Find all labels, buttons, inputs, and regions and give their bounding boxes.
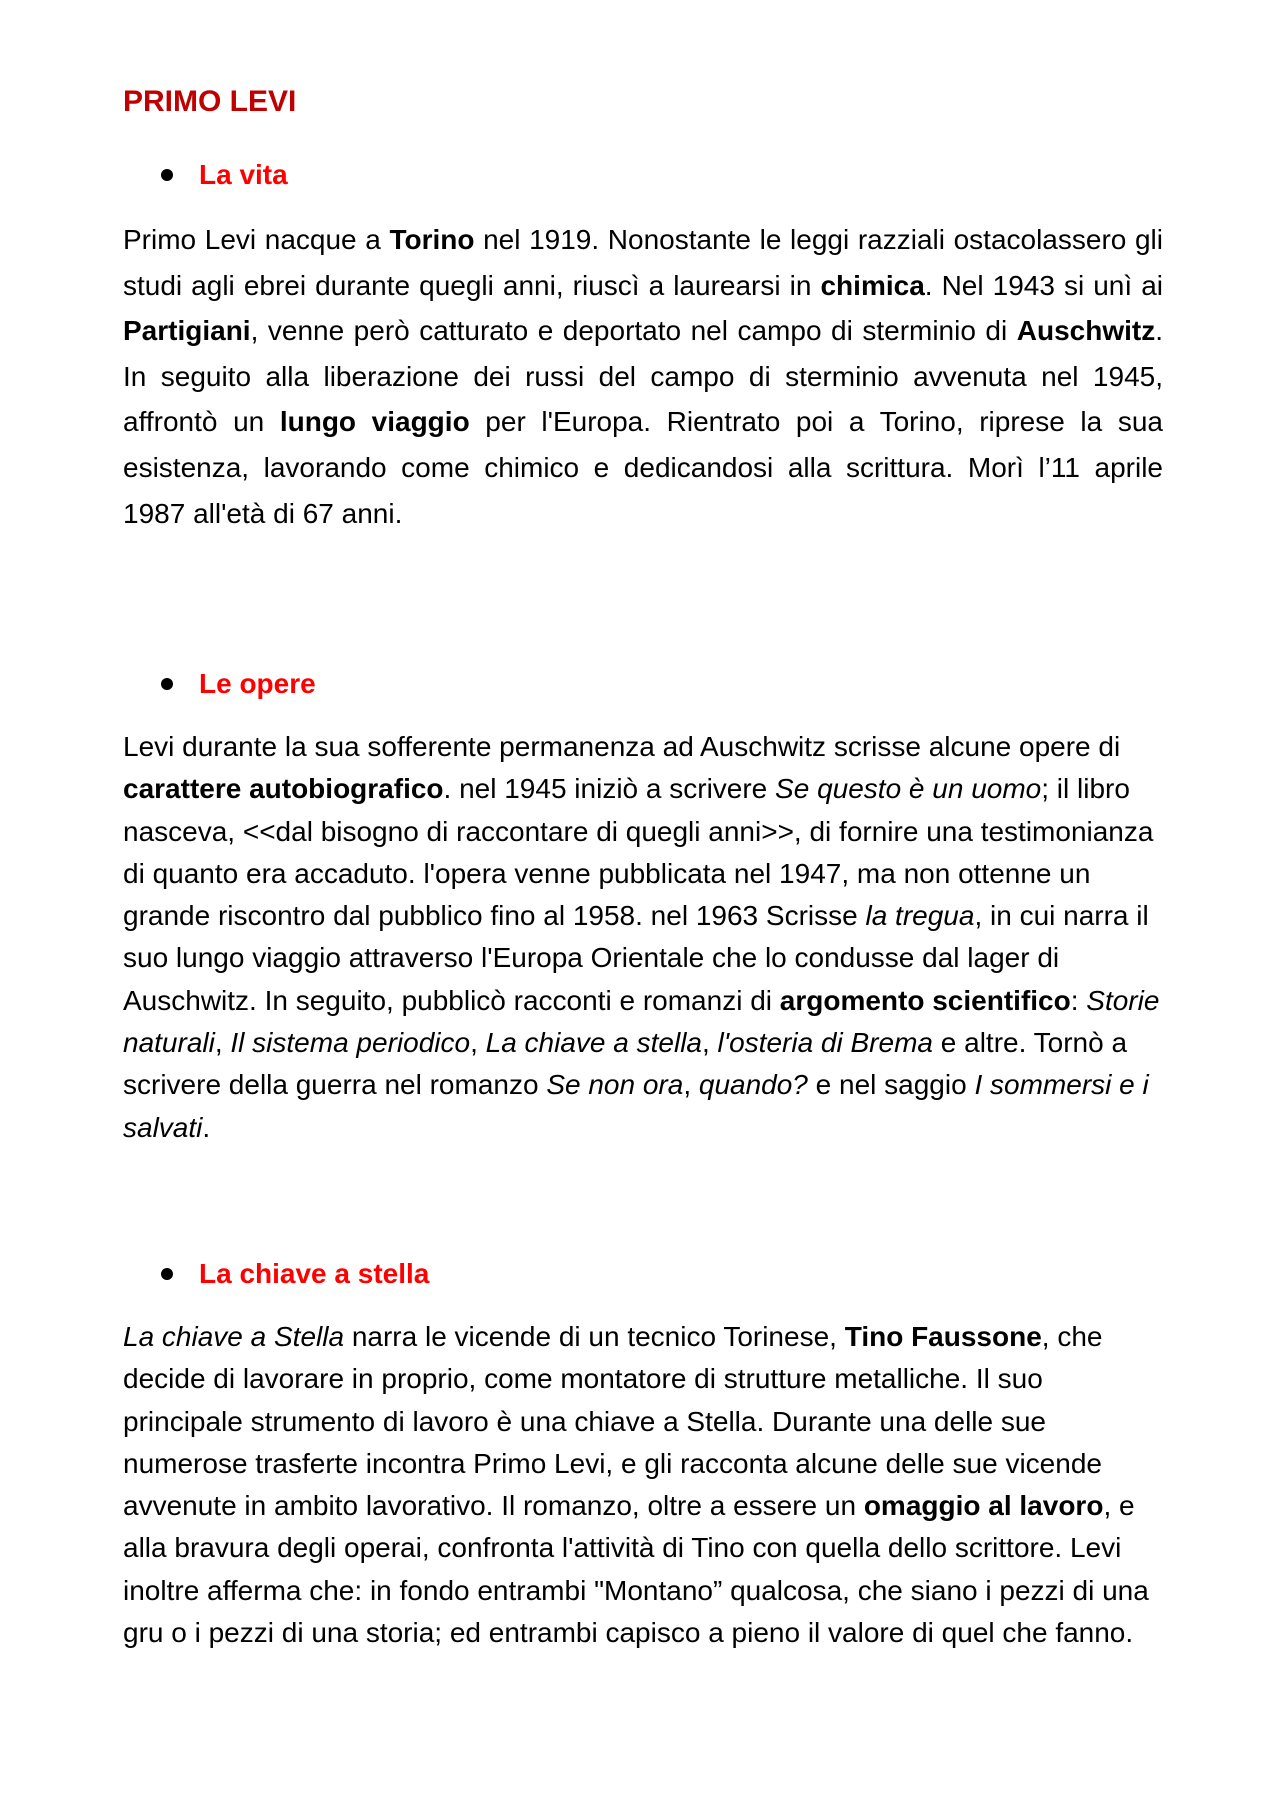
italic-text: La chiave a stella [485, 1027, 702, 1059]
text-run: , [683, 1069, 699, 1101]
text-run: , che decide di lavorare in proprio, come montatore di strutture metalliche. Il suo principale strumento di lavoro è una chiave a Stella. Durante una delle sue numerose trasferte incontra Primo Levi, e gli racconta alcune delle sue vicende avvenute in ambito lavorativo. Il romanzo, oltre a essere un [123, 1321, 1103, 1522]
italic-text: la tregua [865, 900, 975, 932]
italic-text: Se non ora [546, 1069, 684, 1101]
text-run: , [470, 1027, 486, 1059]
text-run: e altre. Tornò a scrivere della guerra nel romanzo [123, 1027, 1128, 1101]
section-heading-la-chiave-a-stella [161, 1254, 429, 1294]
text-run: . Nel 1943 si unì ai [924, 269, 1163, 301]
bold-text: lungo viaggio [279, 406, 470, 438]
text-run: narra le vicende di un tecnico Torinese, [344, 1321, 845, 1352]
italic-text: Se questo è un uomo [775, 773, 1042, 805]
bold-text: chimica [820, 269, 925, 301]
section-heading-label: Le opere [199, 668, 316, 699]
text-run: nel 1919. Nonostante le leggi razziali ostacolassero gli studi agli ebrei durante quegli anni, riuscì a laurearsi in [123, 224, 1163, 301]
text-run: , venne però catturato e deportato nel campo di sterminio di [250, 315, 1017, 347]
text-run: , [214, 1027, 231, 1059]
bold-text: Tino Faussone [844, 1321, 1042, 1352]
text-run: Primo Levi nacque a [123, 224, 390, 255]
bold-text: Torino [389, 224, 475, 255]
text-run: . [202, 1111, 211, 1143]
bold-text: carattere autobiografico [123, 773, 444, 805]
bold-text: omaggio al lavoro [863, 1490, 1104, 1522]
section-heading-le-opere [161, 664, 316, 704]
text-run: per l'Europa. Rientrato poi a Torino, riprese la sua esistenza, lavorando come chimico e dedicandosi alla scrittura. Morì l’11 aprile 1987 all'età di 67 anni. [123, 406, 1163, 529]
section-heading-la-vita [161, 155, 288, 195]
bold-text: argomento scientifico [779, 984, 1071, 1016]
italic-text: Il sistema periodico [230, 1027, 471, 1059]
text-run: ; il libro nasceva, <<dal bisogno di raccontare di quegli anni>>, di fornire una testimonianza di quanto era accaduto. l'opera venne pubblicata nel 1947, ma non ottenne un grande riscontro dal pubblico fino al 1958. nel 1963 Scrisse [123, 773, 1154, 932]
text-run: Levi durante la sua sofferente permanenza ad Auschwitz scrisse alcune opere di [123, 731, 1121, 762]
document-title: PRIMO LEVI [123, 85, 297, 118]
paragraph-la-chiave-a-stella [123, 1316, 1163, 1654]
bold-text: Partigiani [123, 315, 251, 347]
italic-text: I sommersi e i salvati [123, 1069, 1149, 1143]
section-heading-label: La vita [199, 159, 288, 190]
bold-text: Auschwitz [1016, 315, 1156, 347]
section-heading-label: La chiave a stella [199, 1258, 430, 1289]
bullet-icon [161, 678, 173, 690]
text-run: , in cui narra il suo lungo viaggio attraverso l'Europa Orientale che lo condusse dal lager di Auschwitz. In seguito, pubblicò racconti e romanzi di [123, 900, 1149, 1016]
bullet-icon [161, 169, 173, 181]
text-run: : [1070, 984, 1087, 1016]
text-run: . In seguito alla liberazione dei russi del campo di sterminio avvenuta nel 1945, affrontò un [123, 315, 1163, 438]
italic-text: l'osteria di Brema [717, 1027, 933, 1059]
paragraph-la-vita [123, 217, 1163, 536]
text-run: , e alla bravura degli operai, confronta l'attività di Tino con quella dello scrittore. Levi inoltre afferma che: in fondo entrambi "Montano” qualcosa, che siano i pezzi di una gru o i pezzi di una storia; ed entrambi capisco a pieno il valore di quel che fanno. [123, 1490, 1149, 1649]
paragraph-le-opere [123, 726, 1163, 1149]
italic-text: Storie naturali [123, 984, 1160, 1059]
text-run: . nel 1945 iniziò a scrivere [443, 773, 776, 805]
italic-text: quando? [698, 1069, 808, 1101]
italic-text: La chiave a Stella [123, 1321, 345, 1352]
text-run: , [701, 1027, 718, 1059]
text-run: e nel saggio [807, 1069, 975, 1101]
bullet-icon [161, 1268, 173, 1280]
